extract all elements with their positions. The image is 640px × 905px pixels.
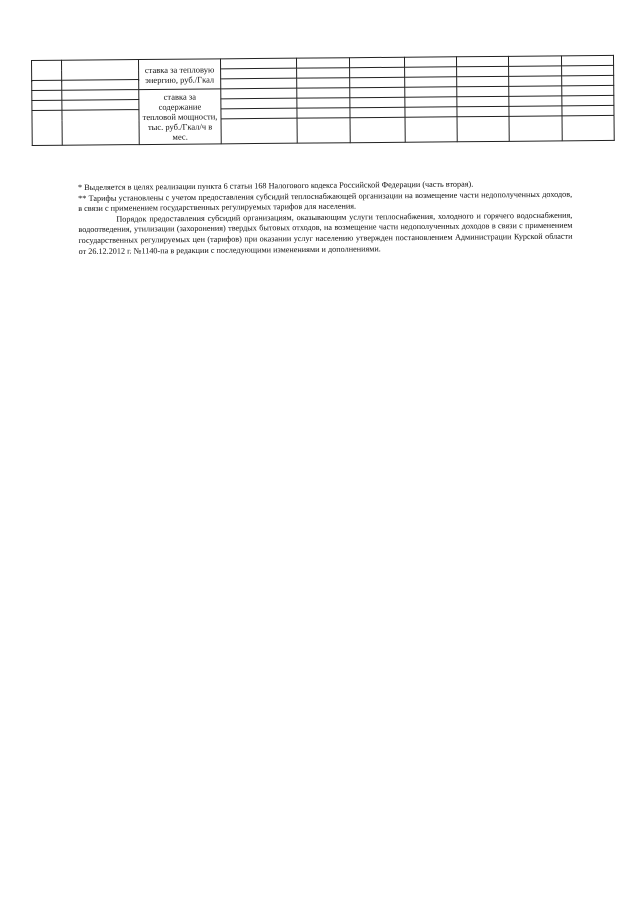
table-cell <box>297 108 350 118</box>
table-cell <box>297 68 350 78</box>
table-cell <box>562 65 614 75</box>
table-cell <box>561 55 613 65</box>
table-cell <box>509 106 562 116</box>
table-cell <box>405 87 457 97</box>
table-cell <box>297 78 350 88</box>
table-cell <box>509 66 562 76</box>
table-cell <box>562 105 614 115</box>
table-cell <box>221 68 297 79</box>
table-cell <box>456 56 508 66</box>
tariff-table <box>31 55 615 146</box>
table-cell <box>509 96 562 106</box>
table-cell <box>32 110 62 145</box>
table-cell <box>457 116 509 141</box>
table-cell <box>405 97 457 107</box>
table-cell <box>457 86 509 96</box>
table-cell <box>32 80 62 90</box>
table-cell <box>221 118 297 144</box>
table-cell <box>350 87 405 97</box>
footnote-vat: * Выделяется в целях реализации пункта 6 статьи 168 Налогового кодекса Российской Федерации (часть вторая). <box>78 179 474 192</box>
table-cell <box>221 78 297 89</box>
table-cell <box>297 98 350 108</box>
table-cell <box>404 57 456 67</box>
table-cell <box>457 96 509 106</box>
table-cell <box>405 67 457 77</box>
rate-capacity-label: ставка за содержание тепловой мощности, тыс. руб./Гкал/ч в мес. <box>139 89 221 145</box>
table-cell <box>509 76 562 86</box>
table-cell <box>350 107 405 117</box>
table-cell <box>457 76 509 86</box>
table-cell <box>62 100 139 111</box>
table-cell <box>32 60 62 80</box>
table-cell <box>457 106 509 116</box>
subsidy-procedure-paragraph: Порядок предоставления субсидий организациям, оказывающим услуги теплоснабжения, холодного и горячего водоснабжения, водоотведения, утилизации (захоронения) твердых бытовых отходов, на возмещение части недополученных доходов в связи с применением государственных регулируемых цен (тарифов) при оказании услуг населению утвержден постановлением Администрации Курской области от 26.12.2012 г. №1140-па в редакции с последующими изменениями и дополнениями. <box>78 210 573 256</box>
table-cell <box>62 110 139 146</box>
table-cell <box>350 67 405 77</box>
footnotes <box>78 179 573 257</box>
table-cell <box>32 90 62 100</box>
table-cell <box>297 88 350 98</box>
table-cell <box>220 58 296 69</box>
table-cell <box>221 88 297 99</box>
table-cell <box>221 108 297 119</box>
table-cell <box>405 77 457 87</box>
table-cell <box>296 58 349 68</box>
footnote-subsidy: ** Тарифы установлены с учетом предоставления субсидий теплоснабжающей организации на возмещение части недополученных доходов, в связи с применением государственных регулируемых тарифов для населения. <box>78 189 573 214</box>
table-cell <box>350 77 405 87</box>
table-cell <box>562 95 614 105</box>
table-cell <box>221 98 297 109</box>
table-cell <box>62 90 139 101</box>
table-cell <box>508 56 561 66</box>
table-cell <box>562 75 614 85</box>
table-cell <box>32 100 62 110</box>
table-cell <box>350 117 405 142</box>
rate-energy-label: ставка за тепловую энергию, руб./Гкал <box>139 59 221 90</box>
table-cell <box>457 66 509 76</box>
table-cell <box>297 118 350 143</box>
table-cell <box>405 117 457 142</box>
table-cell <box>62 60 139 81</box>
table-cell <box>562 115 614 140</box>
tariff-table-fragment <box>31 55 614 146</box>
table-cell <box>509 86 562 96</box>
table-cell <box>509 116 562 141</box>
table-cell <box>350 97 405 107</box>
table-cell <box>62 80 139 91</box>
table-cell <box>562 85 614 95</box>
table-cell <box>349 57 404 67</box>
table-cell <box>405 107 457 117</box>
